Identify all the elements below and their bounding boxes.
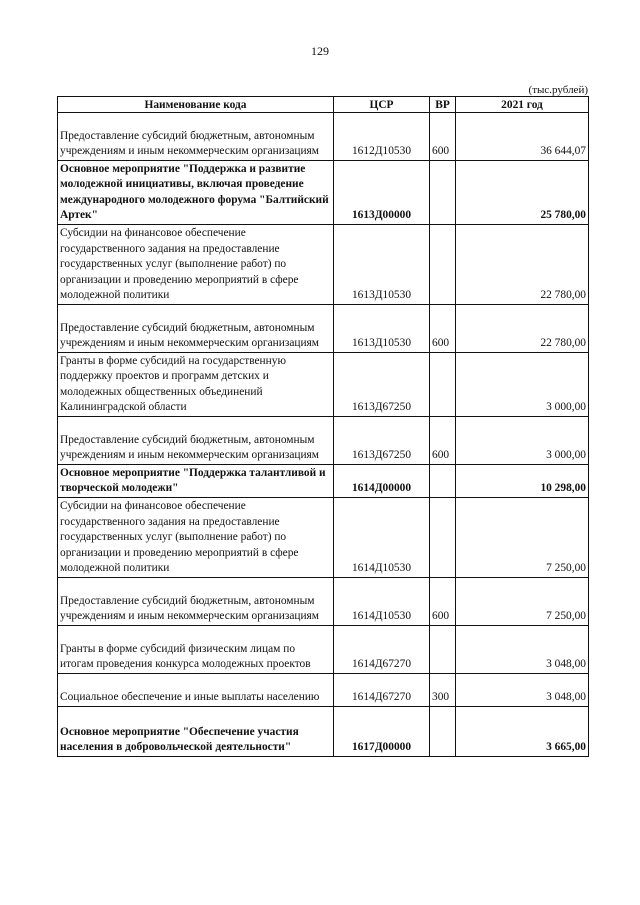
row-amount: 7 250,00 xyxy=(456,578,589,626)
row-csr: 1614Д00000 xyxy=(334,465,430,498)
row-amount: 25 780,00 xyxy=(456,161,589,225)
row-vr xyxy=(430,225,456,305)
row-vr: 600 xyxy=(430,417,456,465)
row-vr xyxy=(430,707,456,757)
header-name: Наименование кода xyxy=(58,97,334,113)
table-row xyxy=(58,161,589,225)
header-csr: ЦСР xyxy=(334,97,430,113)
row-csr: 1613Д10530 xyxy=(334,305,430,353)
row-csr: 1612Д10530 xyxy=(334,113,430,161)
table-row xyxy=(58,578,589,626)
table-row xyxy=(58,353,589,417)
row-name: Субсидии на финансовое обеспечение государственного задания на предоставление государственных услуг (выполнение работ) по организации и проведению мероприятий в сфере молодежной политики xyxy=(58,498,334,578)
header-amount: 2021 год xyxy=(456,97,589,113)
row-amount: 3 665,00 xyxy=(456,707,589,757)
row-amount: 3 048,00 xyxy=(456,674,589,707)
row-name: Предоставление субсидий бюджетным, автономным учреждениям и иным некоммерческим организациям xyxy=(58,417,334,465)
row-name: Основное мероприятие "Поддержка и развитие молодежной инициативы, включая проведение международного молодежного форума "Балтийский Артек" xyxy=(58,161,334,225)
row-amount: 3 000,00 xyxy=(456,417,589,465)
row-csr: 1613Д10530 xyxy=(334,225,430,305)
row-csr: 1614Д67270 xyxy=(334,674,430,707)
row-name: Гранты в форме субсидий физическим лицам по итогам проведения конкурса молодежных проектов xyxy=(58,626,334,674)
row-amount: 22 780,00 xyxy=(456,305,589,353)
table-row xyxy=(58,465,589,498)
header-vr: ВР xyxy=(430,97,456,113)
table-row xyxy=(58,626,589,674)
row-csr: 1614Д10530 xyxy=(334,498,430,578)
table-header-row xyxy=(58,97,589,113)
page-number: 129 xyxy=(311,44,329,58)
row-name: Социальное обеспечение и иные выплаты населению xyxy=(58,674,334,707)
row-vr: 600 xyxy=(430,305,456,353)
row-csr: 1614Д10530 xyxy=(334,578,430,626)
row-vr xyxy=(430,465,456,498)
table-row xyxy=(58,225,589,305)
row-vr: 600 xyxy=(430,113,456,161)
table-row xyxy=(58,417,589,465)
table-row xyxy=(58,674,589,707)
budget-table xyxy=(57,96,589,757)
units-label: (тыс.рублей) xyxy=(528,84,588,96)
row-vr: 600 xyxy=(430,578,456,626)
row-amount: 3 000,00 xyxy=(456,353,589,417)
table-row xyxy=(58,707,589,757)
table-row xyxy=(58,113,589,161)
row-name: Основное мероприятие "Обеспечение участия населения в добровольческой деятельности" xyxy=(58,707,334,757)
row-csr: 1613Д67250 xyxy=(334,353,430,417)
row-csr: 1613Д00000 xyxy=(334,161,430,225)
table-row xyxy=(58,305,589,353)
row-name: Предоставление субсидий бюджетным, автономным учреждениям и иным некоммерческим организациям xyxy=(58,305,334,353)
row-vr xyxy=(430,626,456,674)
row-name: Субсидии на финансовое обеспечение государственного задания на предоставление государственных услуг (выполнение работ) по организации и проведению мероприятий в сфере молодежной политики xyxy=(58,225,334,305)
row-vr xyxy=(430,353,456,417)
row-name: Предоставление субсидий бюджетным, автономным учреждениям и иным некоммерческим организациям xyxy=(58,113,334,161)
row-amount: 3 048,00 xyxy=(456,626,589,674)
row-amount: 36 644,07 xyxy=(456,113,589,161)
row-amount: 10 298,00 xyxy=(456,465,589,498)
row-amount: 22 780,00 xyxy=(456,225,589,305)
row-name: Предоставление субсидий бюджетным, автономным учреждениям и иным некоммерческим организациям xyxy=(58,578,334,626)
row-vr xyxy=(430,498,456,578)
row-vr xyxy=(430,161,456,225)
row-amount: 7 250,00 xyxy=(456,498,589,578)
row-name: Гранты в форме субсидий на государственную поддержку проектов и программ детских и молодежных общественных объединений Калининградской области xyxy=(58,353,334,417)
row-name: Основное мероприятие "Поддержка талантливой и творческой молодежи" xyxy=(58,465,334,498)
row-csr: 1617Д00000 xyxy=(334,707,430,757)
row-csr: 1614Д67270 xyxy=(334,626,430,674)
row-vr: 300 xyxy=(430,674,456,707)
table-row xyxy=(58,498,589,578)
row-csr: 1613Д67250 xyxy=(334,417,430,465)
